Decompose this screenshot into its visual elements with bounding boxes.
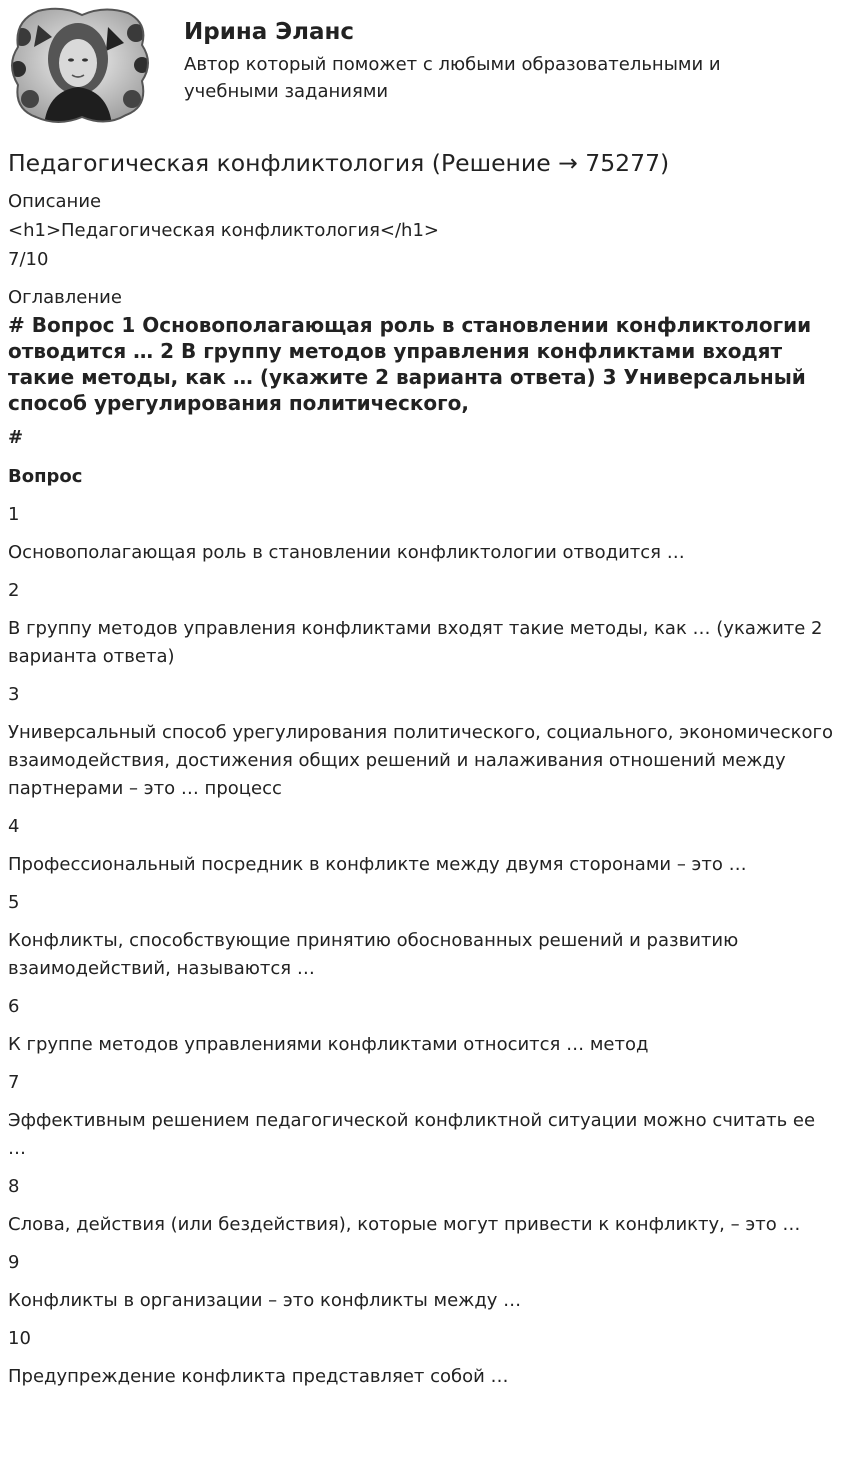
question-text: Эффективным решением педагогической конфликтной ситуации можно считать ее …: [8, 1110, 816, 1159]
question-number: 5: [8, 892, 20, 913]
question-number: 8: [8, 1176, 20, 1197]
question-text: Профессиональный посредник в конфликте между двумя сторонами – это …: [8, 854, 747, 875]
description-value: <h1>Педагогическая конфликтология</h1>: [8, 220, 439, 241]
question-number: 4: [8, 816, 20, 837]
question-column-header: Вопрос: [8, 466, 83, 487]
question-number: 9: [8, 1252, 20, 1273]
question-text: Основополагающая роль в становлении конфликтологии отводится …: [8, 542, 685, 563]
author-description: Автор который поможет с любыми образовательными и учебными заданиями: [184, 54, 721, 102]
main-content: [8, 146, 838, 1391]
question-list: [8, 501, 838, 1391]
question-number: 7: [8, 1072, 20, 1093]
toc-heading: # Вопрос 1 Основополагающая роль в становлении конфликтологии отводится … 2 В группу методов управления конфликтами входят такие методы, как … (укажите 2 варианта ответа) 3 Универсальный способ урегулирования политического,: [8, 313, 812, 415]
description-label: Описание: [8, 191, 102, 212]
question-text: Предупреждение конфликта представляет собой …: [8, 1366, 509, 1387]
hash-header: #: [8, 427, 24, 448]
question-text: Слова, действия (или бездействия), которые могут привести к конфликту, – это …: [8, 1214, 801, 1235]
question-text: Конфликты в организации – это конфликты между …: [8, 1290, 522, 1311]
author-card: [8, 7, 838, 127]
author-name: Ирина Эланс: [184, 19, 355, 45]
rating: 7/10: [8, 249, 49, 270]
question-text: Конфликты, способствующие принятию обоснованных решений и развитию взаимодействий, называются …: [8, 930, 739, 979]
question-text: К группе методов управлениями конфликтами относится … метод: [8, 1034, 649, 1055]
author-avatar: [8, 7, 152, 125]
page-title: Педагогическая конфликтология (Решение → 75277): [8, 149, 670, 177]
question-number: 1: [8, 504, 20, 525]
question-number: 6: [8, 996, 20, 1017]
question-text: Универсальный способ урегулирования политического, социального, экономического взаимодействия, достижения общих решений и налаживания отношений между партнерами – это … процесс: [8, 722, 834, 799]
toc-label: Оглавление: [8, 287, 122, 308]
question-text: В группу методов управления конфликтами входят такие методы, как … (укажите 2 варианта ответа): [8, 618, 823, 667]
question-number: 3: [8, 684, 20, 705]
question-number: 10: [8, 1328, 31, 1349]
question-number: 2: [8, 580, 20, 601]
